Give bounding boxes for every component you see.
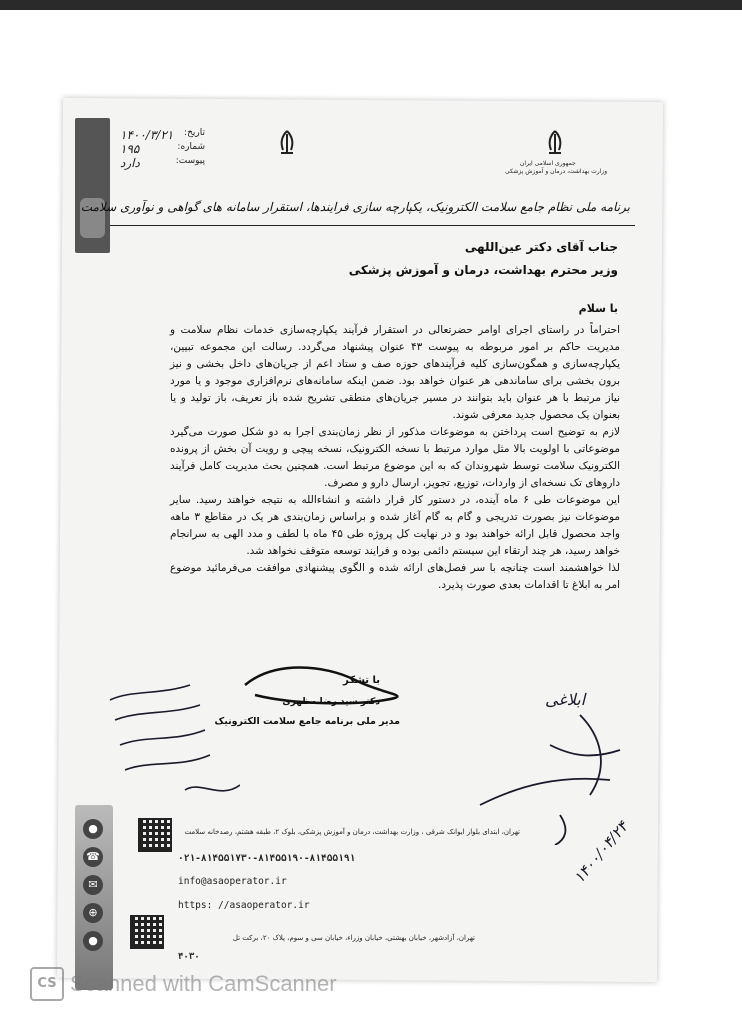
scanner-top-edge — [0, 0, 742, 10]
greeting: با سلام — [578, 302, 618, 315]
iran-emblem-icon — [272, 128, 302, 158]
qr-code-icon — [130, 915, 164, 949]
footer-address-secondary: تهران، آزادشهر، خیابان بهشتی، خیابان وزراء، خیابان سی و سوم، پلاک ۲۰، برکت تل — [232, 934, 475, 942]
body-paragraph: لذا خواهشمند است چنانچه با سر فصل‌های ارائه شده و الگوی پیشنهادی موافقت می‌فرمائید موضوع امر به ابلاغ تا اقدامات بعدی صورت پذیرد. — [170, 562, 620, 591]
location-icon: ● — [83, 931, 103, 951]
camscanner-logo-icon: CS — [30, 967, 64, 1001]
recipient-title: وزیر محترم بهداشت، درمان و آموزش پزشکی — [348, 263, 618, 277]
camscanner-watermark — [30, 966, 430, 1002]
signature-scribble-icon — [235, 655, 435, 715]
recipient-name: جناب آقای دکتر عین‌اللهی — [464, 240, 618, 254]
letter-meta — [120, 128, 205, 170]
footer-phones: ۰۲۱-۸۱۴۵۵۱۷۳۰-۸۱۴۵۵۱۹۰-۸۱۴۵۵۱۹۱ — [178, 853, 356, 864]
iran-emblem-icon — [540, 128, 570, 158]
contact-sidebar — [75, 805, 113, 990]
program-title: برنامه ملی نظام جامع سلامت الکترونیک، یکپارچه سازی فرایندها، استقرار سامانه های گواهی و نوآوری سلامت — [80, 200, 630, 214]
header-rule — [110, 225, 635, 226]
letter-body — [170, 322, 620, 594]
ministry-right-label: جمهوری اسلامی ایران — [520, 160, 576, 167]
location-icon: ● — [83, 819, 103, 839]
handwritten-date: ۱۴۰۰/۰۴/۲۴ — [570, 817, 632, 887]
attachment-label: پیوست: — [175, 156, 205, 166]
body-paragraph: احتراماً در راستای اجرای اوامر حضرتعالی در استقرار فرآیند یکپارچه‌سازی خدمات نظام سلامت و مدیریت حاکم بر امور مربوطه به پیوست ۴۳ عنوان پیشنهاد می‌گردد. رسالت این مجموعه تبیین، یکپارچه‌سازی و همگون‌سازی کلیه فرآیندهای حوزه صف و ستاد اعم از جریان‌های داخل بخشی و نیز برون بخشی برای ساماندهی هر عنوان خواهد بود. ضمن اینکه سامانه‌های نرم‌افزاری موجود و یا مورد نیاز مرتبط با هر عنوان باید بتوانند در مسیر جریان‌های منطقی تشریح شده باز تعریف، باز تولید و یا بعنوان یک محصول جدید معرفی شوند. — [170, 324, 620, 421]
body-paragraph: لازم به توضیح است پرداختن به موضوعات مذکور از نظر زمان‌بندی اجرا به دو شکل صورت می‌گیرد موضوعاتی با اولویت بالا مثل موارد مرتبط با نسخه الکترونیک، نسخه پیچی و رویت آن بخش از پرونده الکترونیک سلامت توسط شهروندان که به این موضوع مرتبط است. همچنین بحث مدیریت کامل فرآیند داروهای تک نسخه‌ای از واردات، توزیع، تجویز، ارسال دارو و مصرف. — [170, 426, 620, 489]
footer-code: ۴۰۳۰ — [178, 952, 200, 962]
attachment-value: دارد — [120, 156, 140, 170]
number-label: شماره: — [177, 142, 205, 152]
handwritten-margin-note: ابلاغی — [545, 690, 586, 709]
watermark-text: Scanned with CamScanner — [70, 971, 337, 996]
footer-address: تهران، ابتدای بلوار ایوانک شرقی ، وزارت بهداشت، درمان و آموزش پزشکی، بلوک ۲، طبقه هشتم، رصدخانه سلامت — [184, 828, 520, 836]
signer-role: مدیر ملی برنامه جامع سلامت الکترونیک — [214, 716, 400, 727]
footer-email: info@asaoperator.ir — [178, 876, 287, 887]
globe-icon: ⊕ — [83, 903, 103, 923]
number-value: ۱۹۵ — [120, 142, 140, 156]
phone-icon: ☎ — [83, 847, 103, 867]
qr-code-icon — [138, 818, 172, 852]
footer-website: https: //asaoperator.ir — [178, 900, 310, 911]
letterhead-sidebar — [75, 118, 110, 253]
date-value: ۱۴۰۰/۳/۲۱ — [120, 128, 174, 142]
email-icon: ✉ — [83, 875, 103, 895]
signer-name: دکتر سید رضا مظهری — [282, 697, 380, 707]
body-paragraph: این موضوعات طی ۶ ماه آینده، در دستور کار قرار داشته و انشاءالله به نتیجه خواهند رسید. سایر موضوعات نیز بصورت تدریجی و گام به گام آغاز شده و براساس زمان‌بندی هر یک در مقاطع ۳ ماهه واجد محصول قابل ارائه خواهند بود و در نهایت کل پروژه طی ۴۵ ماه با لطف و مدد الهی به سرانجام خواهد رسید، هر چند ارتقاء این سیستم دائمی بوده و فرایند توسعه متوقف نخواهد شد. — [170, 494, 621, 557]
closing: با تشکر — [343, 675, 380, 686]
date-label: تاریخ: — [184, 128, 205, 138]
ministry-left-label: وزارت بهداشت، درمان و آموزش پزشکی — [505, 168, 608, 175]
handwritten-notes-icon — [90, 660, 240, 810]
